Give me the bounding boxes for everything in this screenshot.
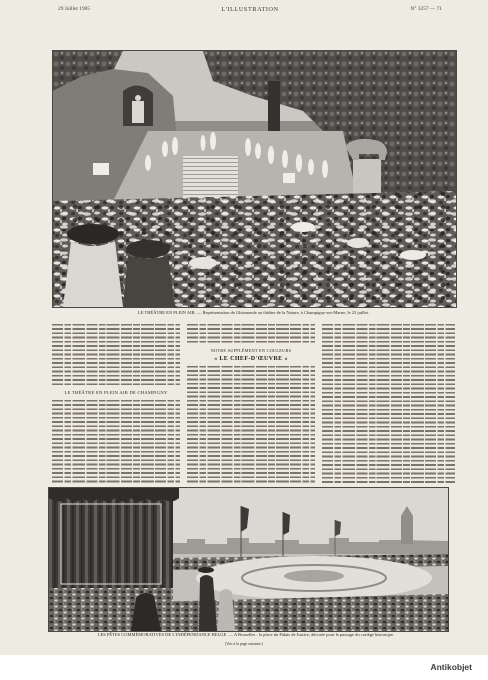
bottom-photo-caption: LES FÊTES COMMÉMORATIVES DE L'INDÉPENDANCE BELGE. — A Bruxelles : la place du Palais de Justice, décorée pour le passage du cortège historique. [97, 632, 395, 637]
draped-tribune [49, 488, 179, 631]
bottom-margin [0, 655, 488, 680]
left-column-text-continued [52, 400, 180, 483]
left-column-heading: LE THÉÂTRE EN PLEIN AIR DE CHAMPIGNY [64, 390, 168, 395]
top-photo-open-air-theatre [52, 50, 457, 308]
issue-date: 29 Juillet 1905 [58, 6, 91, 12]
middle-column-text-continued [187, 366, 315, 483]
middle-column-kicker: NOTRE SUPPLÉMENT EN COULEURS [210, 348, 292, 353]
masthead: L'ILLUSTRATION [221, 6, 279, 13]
issue-number: N° 3257 — 71 [410, 6, 442, 12]
left-column-text [52, 324, 180, 387]
middle-column-text [187, 324, 315, 345]
watermark: Antikobjet [430, 662, 472, 672]
bottom-photo-brussels-square [48, 487, 449, 632]
right-column-text [322, 324, 455, 483]
bottom-photo-note: (Voir à la page suivante.) [225, 642, 263, 646]
top-photo-caption: LE THÉÂTRE EN PLEIN AIR. — Représentation de Ghismonde au théâtre de la Nature, à Champigny-sur-Marne, le 23 juillet. [137, 310, 370, 315]
middle-column-title: « LE CHEF-D'ŒUVRE » [214, 356, 288, 362]
